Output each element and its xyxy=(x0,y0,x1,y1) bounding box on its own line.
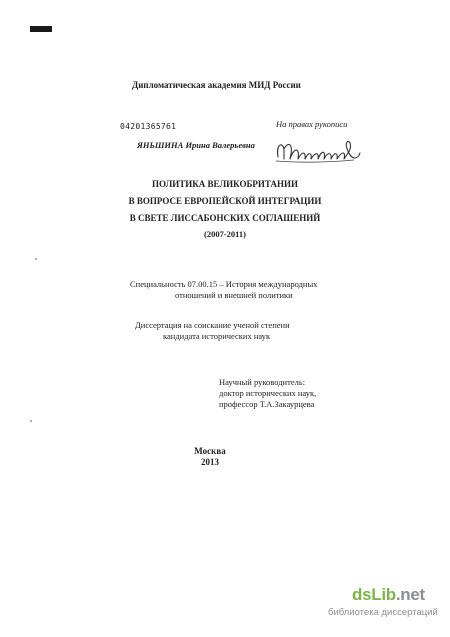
dissertation-title-years: (2007-2011) xyxy=(203,229,247,239)
degree-line-1: Диссертация на соискание ученой степени xyxy=(135,320,290,330)
dissertation-title-line-2: В ВОПРОСЕ ЕВРОПЕЙСКОЙ ИНТЕГРАЦИИ xyxy=(128,196,322,206)
watermark-brand-net: .net xyxy=(395,585,425,604)
city: Москва xyxy=(194,446,226,456)
supervisor-name: профессор Т.А.Закаурцева xyxy=(219,399,315,409)
supervisor-heading: Научный руководитель: xyxy=(219,377,306,387)
specialty-line-1: Специальность 07.00.15 – История международных xyxy=(130,279,318,289)
author-name: ЯНЬШИНА Ирина Валерьевна xyxy=(137,140,255,150)
author-signature xyxy=(272,135,367,169)
scan-speck xyxy=(30,420,32,422)
registration-number: 04201365761 xyxy=(120,122,177,131)
specialty-line-2: отношений и внешней политики xyxy=(175,290,293,300)
dissertation-title-line-1: ПОЛИТИКА ВЕЛИКОБРИТАНИИ xyxy=(152,179,298,189)
institution-name: Дипломатическая академия МИД России xyxy=(132,80,301,90)
manuscript-note: На правах рукописи xyxy=(276,119,348,129)
watermark-caption: библиотека диссертаций xyxy=(328,607,438,618)
dissertation-title-line-3: В СВЕТЕ ЛИССАБОНСКИХ СОГЛАШЕНИЙ xyxy=(129,213,321,223)
scan-mark xyxy=(30,26,52,32)
watermark-logo xyxy=(352,585,425,605)
watermark-brand-ds: ds xyxy=(352,585,372,604)
scan-speck xyxy=(35,258,37,260)
year: 2013 xyxy=(201,457,219,467)
watermark-brand-lib: Lib xyxy=(371,585,396,604)
supervisor-degree: доктор исторических наук, xyxy=(219,388,317,398)
degree-line-2: кандидата исторических наук xyxy=(163,331,271,341)
